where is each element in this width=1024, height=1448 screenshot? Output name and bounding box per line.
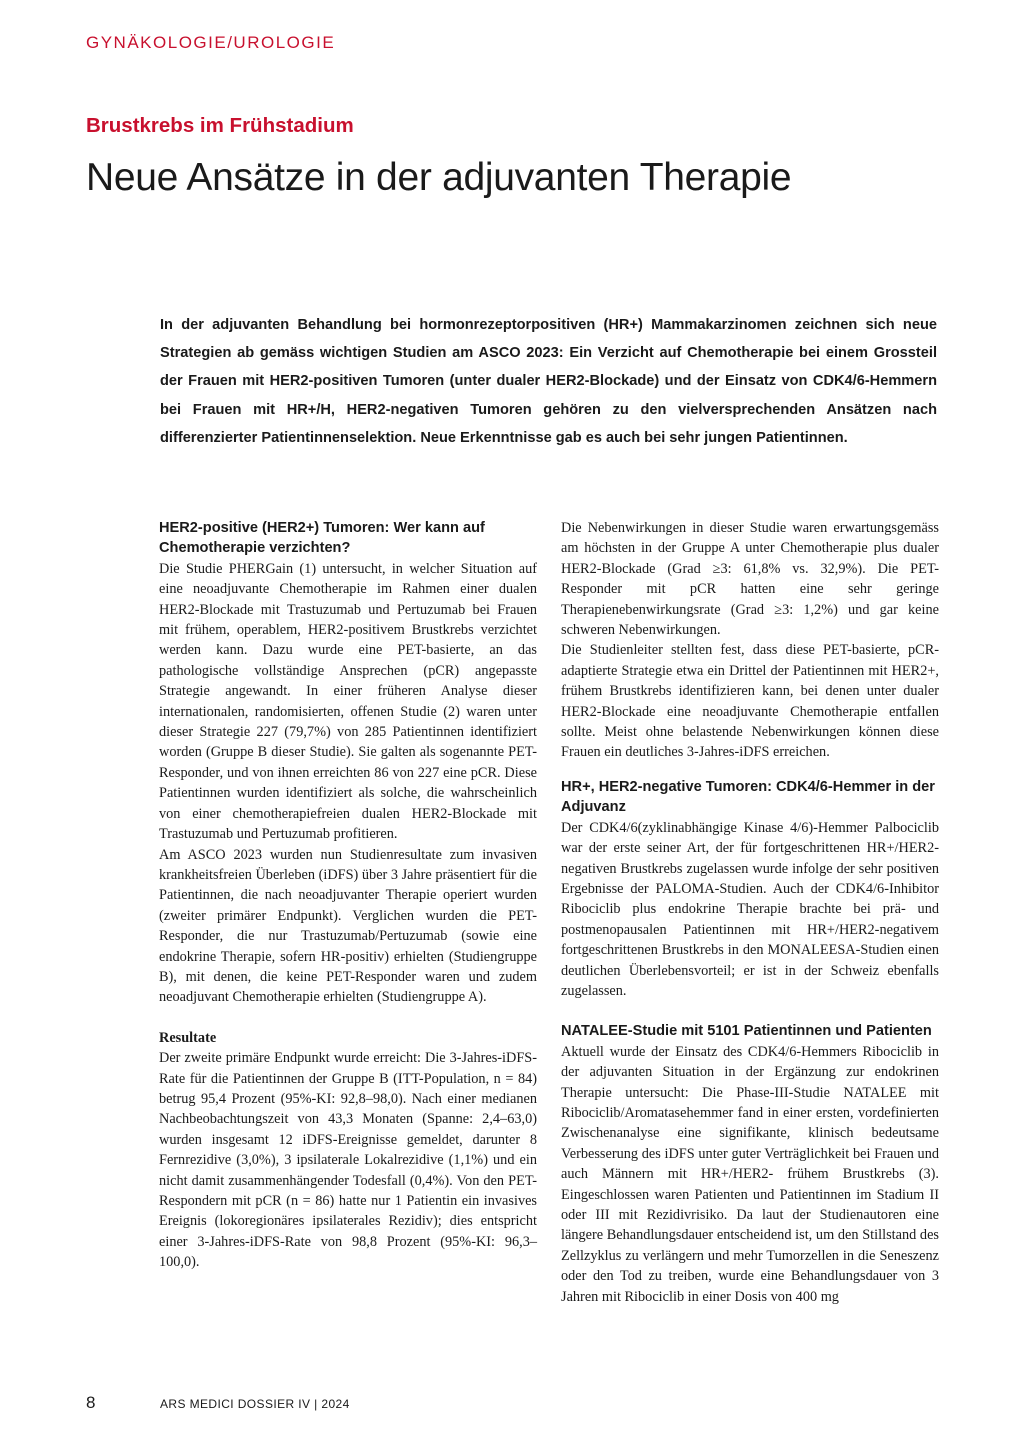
paragraph: Der CDK4/6(zyklinabhängige Kinase 4/6)-Hemmer Palbociclib war der erste seiner Art, der für fortgeschrittenen HR+/HER2-negativen Brustkrebs zugelassen wurde infolge der sehr positiven Ergebnisse der PALOMA-Studien. Auch der CDK4/6-Inhibitor Ribociclib plus endokrine Therapie brachte bei prä- und postmenopausalen Patientinnen mit HR+/HER2-negativem fortgeschrittenen Brustkrebs in den MONALEESA-Studien einen deutlichen Überlebensvorteil; er ist in der Schweiz ebenfalls zugelassen. [561, 819, 939, 999]
article-lead: In der adjuvanten Behandlung bei hormonrezeptorpositiven (HR+) Mammakarzinomen zeichnen sich neue Strategien ab gemäss wichtigen Studien am ASCO 2023: Ein Verzicht auf Chemotherapie bei einem Grossteil der Frauen mit HER2-positiven Tumoren (unter dualer HER2-Blockade) und der Einsatz von CDK4/6-Hemmern bei Frauen mit HR+/H, HER2-negativen Tumoren gehören zu den vielversprechenden Ansätzen nach differenzierter Patientinnenselektion. Neue Erkenntnisse gab es auch bei sehr jungen Patientinnen. [160, 317, 937, 446]
heading-her2-positive: HER2-positive (HER2+) Tumoren: Wer kann auf Chemotherapie verzichten? [159, 520, 485, 557]
heading-natalee: NATALEE-Studie mit 5101 Patientinnen und Patienten [561, 1023, 932, 1040]
paragraph: Der zweite primäre Endpunkt wurde erreicht: Die 3-Jahres-iDFS-Rate für die Patientinnen der Gruppe B (ITT-Population, n = 84) betrug 95,4 Prozent (95%-KI: 92,8–98,0). Nach einer medianen Nachbeobachtungszeit von 43,3 Monaten (Spanne: 2,4–63,0) wurden insgesamt 12 iDFS-Ereignisse gemeldet, darunter 8 Fernrezidive (3,0%), 3 ipsilaterale Lokalrezidive (1,1%) und ein nicht damit zusammenhängender Todesfall (0,4%). Von den PET-Respondern mit pCR (n = 86) hatte nur 1 Patientin ein invasives Ereignis (lokoregionäres ipsilaterales Rezidiv); dies entspricht einer 3-Jahres-iDFS-Rate von 98,8 Prozent (95%-KI: 96,3–100,0). [159, 1050, 537, 1271]
paragraph: Die Studienleiter stellten fest, dass diese PET-basierte, pCR-adaptierte Strategie etwa ein Drittel der Patientinnen mit HER2+, frühem Brustkrebs identifizieren kann, bei denen unter dualer HER2-Blockade eine neoadjuvante Chemotherapie entfallen sollte. Meist ohne belastende Nebenwirkungen können diese Frauen ein deutliches 3-Jahres-iDFS erreichen. [561, 642, 939, 761]
section-label: GYNÄKOLOGIE/UROLOGIE [86, 33, 336, 52]
article-title: Neue Ansätze in der adjuvanten Therapie [86, 156, 792, 199]
publication-info: ARS MEDICI DOSSIER IV | 2024 [160, 1397, 350, 1411]
left-column [159, 518, 537, 1273]
page-number: 8 [86, 1393, 96, 1412]
right-column [561, 518, 939, 1307]
paragraph: Am ASCO 2023 wurden nun Studienresultate zum invasiven krankheitsfreien Überleben (iDFS) über 3 Jahre präsentiert für die Patientinnen, die nach neoadjuvanter Therapie operiert wurden (zweiter primärer Endpunkt). Verglichen wurden die PET-Responder, die nur Trastuzumab/Pertuzumab (sowie eine endokrine Therapie, sofern HR-positiv) erhielten (Studiengruppe B), mit denen, die keine PET-Responder waren und zudem neoadjuvant Chemotherapie erhielten (Studiengruppe A). [159, 846, 537, 1006]
heading-hr-positive: HR+, HER2-negative Tumoren: CDK4/6-Hemmer in der Adjuvanz [561, 778, 935, 816]
paragraph: Die Nebenwirkungen in dieser Studie waren erwartungsgemäss am höchsten in der Gruppe A unter Chemotherapie plus dualer HER2-Blockade (Grad ≥3: 61,8% vs. 32,9%). Die PET-Responder mit pCR hatten eine sehr geringe Therapienebenwirkungsrate (Grad ≥3: 1,2%) und gar keine schweren Nebenwirkungen. [561, 520, 939, 639]
paragraph: Aktuell wurde der Einsatz des CDK4/6-Hemmers Ribociclib in der adjuvanten Situation in der Ergänzung zur endokrinen Therapie untersucht: Die Phase-III-Studie NATALEE mit Ribociclib/Aromatasehemmer fand in einer ersten, vordefinierten Zwischenanalyse eine signifikante, klinisch bedeutsame Verbesserung des iDFS unter guter Verträglichkeit bei Frauen und auch Männern mit HR+/HER2- frühem Brustkrebs (3). Eingeschlossen waren Patienten und Patientinnen im Stadium II oder III mit Rezidivrisiko. Da laut der Studienautoren eine längere Behandlungsdauer entscheidend ist, um den Stillstand des Zellzyklus zu verlängern und mehr Tumorzellen in die Seneszenz oder den Tod zu treiben, wurde eine Behandlungsdauer von 3 Jahren mit Ribociclib in einer Dosis von 400 mg [561, 1043, 939, 1305]
heading-resultate: Resultate [159, 1029, 217, 1046]
article-kicker: Brustkrebs im Frühstadium [86, 114, 354, 137]
paragraph: Die Studie PHERGain (1) untersucht, in welcher Situation auf eine neoadjuvante Chemotherapie im Rahmen einer dualen HER2-Blockade mit Trastuzumab und Pertuzumab bei Frauen mit frühem, operablem, HER2-positivem Brustkrebs verzichtet werden kann. Dazu wurde eine PET-basierte, an das pathologische vollständige Ansprechen (pCR) angepasste Strategie angewandt. In einer früheren Analyse dieser internationalen, randomisierten, offenen Studie (2) waren unter dieser Strategie 227 (79,7%) von 285 Patientinnen identifiziert worden (Gruppe B dieser Studie). Sie galten als sogenannte PET-Responder, und von ihnen erreichten 86 von 227 eine pCR. Diese Patientinnen wurden identifiziert als solche, die wahrscheinlich von einer chemotherapiefreien dualen HER2-Blockade mit Trastuzumab und Pertuzumab profitieren. [159, 560, 537, 843]
